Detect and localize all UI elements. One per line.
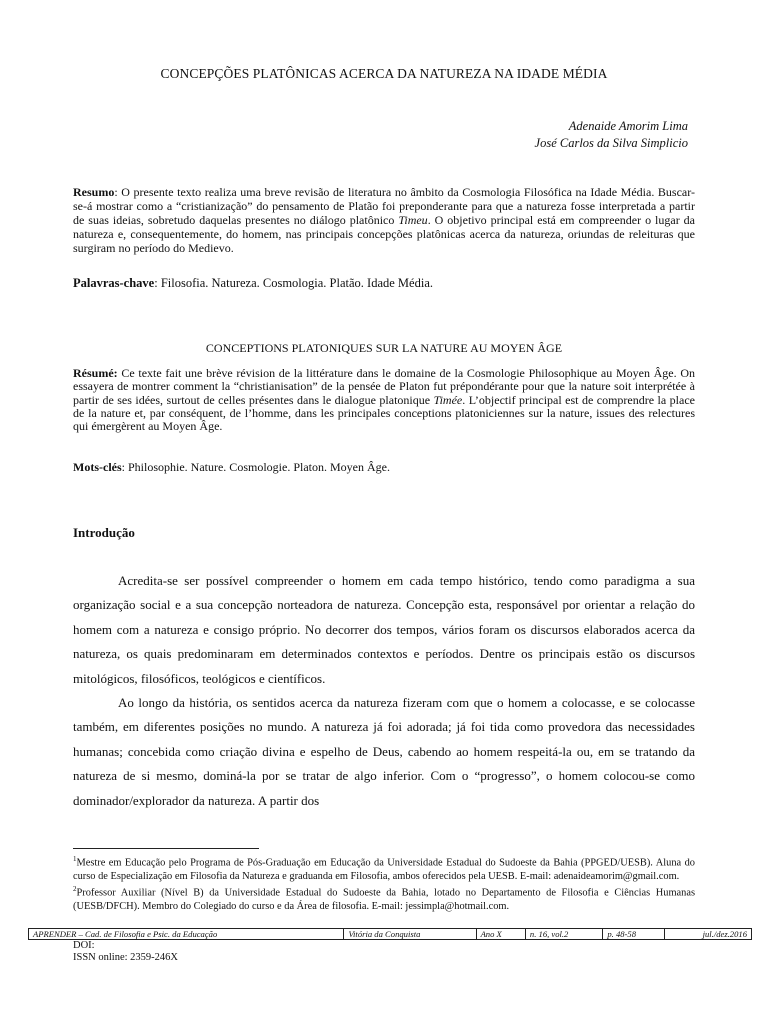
paper-title: CONCEPÇÕES PLATÔNICAS ACERCA DA NATUREZA NA IDADE MÉDIA <box>160 66 608 81</box>
section-heading: Introdução <box>73 525 135 540</box>
abstract-text: Ce texte fait une brève révision de la littérature dans le domaine de la Cosmologie Philosophique au Moyen Âge. On essayera de montrer comment la “christianisation” de la pensée de Platon fut prépondérante pour que la nature soit interprétée à partir de ses idées, surtout de celles présentes dans le dialogue platonique <box>73 366 695 407</box>
footer-pages: p. 48-58 <box>603 929 664 940</box>
abstract-pt <box>73 185 695 255</box>
footnote <box>73 853 695 883</box>
issn-label: ISSN online: 2359-246X <box>73 952 178 963</box>
abstract-fr <box>73 367 695 433</box>
keywords-label: Mots-clés <box>73 460 122 474</box>
footnote-mark: 2 <box>73 884 77 893</box>
footnote-text: Professor Auxiliar (Nível B) da Universidade Estadual do Sudoeste da Bahia, lotado no Departamento de Filosofia e Ciências Humanas (UESB/DFCH). Membro do Colegiado do curso e da Área de filosofia. E-mail: jessimpla@hotmail.com. <box>73 887 695 912</box>
abstract-text-end: . L’objectif principal est de comprendre la place de la nature et, par conséquent, de l’homme, dans les principales conceptions platoniciennes sur la nature, issues des relectures qui émergèrent au Moyen Âge. <box>73 392 695 434</box>
keywords-pt <box>73 276 695 290</box>
footnotes <box>73 853 695 913</box>
author-list <box>535 118 688 152</box>
body-text <box>73 569 695 813</box>
keywords-text: : Philosophie. Nature. Cosmologie. Platon. Moyen Âge. <box>121 460 390 474</box>
abstract-text: : O presente texto realiza uma breve revisão de literatura no âmbito da Cosmologia Filosófica na Idade Média. Buscar-se-á mostrar como a “cristianização” do pensamento de Platão foi preponderante para que a natureza fosse interpretada a partir de suas ideias, sobretudo daquelas presentes no diálogo platônico <box>73 185 695 227</box>
keywords-fr <box>73 460 695 474</box>
footer-date: jul./dez.2016 <box>664 929 751 940</box>
paragraph: Ao longo da história, os sentidos acerca da natureza fizeram com que o homem a colocasse, e se colocasse também, em diferentes posições no mundo. A natureza já foi adorada; já foi tida como provedora das necessidades humanas; concebida como criação divina e espelho de Deus, cabendo ao homem respeitá-la ou, em se tratando da natureza de si mesmo, dominá-la por se tratar de algo inferior. Com o “progresso”, o homem colocou-se como dominador/explorador da natureza. A partir dos <box>73 695 695 808</box>
abstract-text-end: . O objetivo principal está em compreender o lugar da natureza e, consequentemente, do homem, nas principais concepções platônicas acerca da natureza, oriundas de releituras que surgiram no período do Medievo. <box>73 213 696 255</box>
doi-block <box>73 940 178 964</box>
footer-journal: APRENDER – Cad. de Filosofia e Psic. da Educação <box>29 929 344 940</box>
french-title: CONCEPTIONS PLATONIQUES SUR LA NATURE AU MOYEN ÂGE <box>205 341 563 355</box>
paragraph: Acredita-se ser possível compreender o homem em cada tempo histórico, tendo como paradigma a sua organização social e a sua concepção norteadora de natureza. Concepção esta, responsável por orientar a relação do homem com a natureza e consigo próprio. No decorrer dos tempos, vários foram os discursos elaborados acerca da natureza, os quais predominaram em determinados contextos e períodos. Dentre os principais estão os discursos mitológicos, filosóficos, teológicos e científicos. <box>73 573 695 686</box>
keywords-text: : Filosofia. Natureza. Cosmologia. Platão. Idade Média. <box>154 276 433 290</box>
abstract-italic: Timée <box>433 392 463 407</box>
abstract-label: Resumo <box>73 185 115 199</box>
footer-city: Vitória da Conquista <box>344 929 476 940</box>
abstract-label: Résumé: <box>73 366 118 380</box>
journal-footer <box>28 928 752 940</box>
footer-year: Ano X <box>476 929 525 940</box>
author-name: Adenaide Amorim Lima <box>568 119 688 133</box>
footnote <box>73 883 695 913</box>
abstract-italic: Timeu <box>398 213 428 227</box>
footer-issue: n. 16, vol.2 <box>525 929 602 940</box>
footnote-mark: 1 <box>73 855 77 863</box>
footnote-text: Mestre em Educação pelo Programa de Pós-Graduação em Educação da Universidade Estadual do Sudoeste da Bahia (PPGED/UESB). Aluna do curso de Especialização em Filosofia da Natureza e graduanda em Filosofia, ambos oferecidos pela UESB. E-mail: adenaideamorim@gmail.com. <box>73 857 695 882</box>
keywords-label: Palavras-chave <box>73 276 155 290</box>
footnote-divider <box>73 848 259 849</box>
doi-label: DOI: <box>73 940 95 951</box>
author-name: José Carlos da Silva Simplicio <box>534 136 688 150</box>
